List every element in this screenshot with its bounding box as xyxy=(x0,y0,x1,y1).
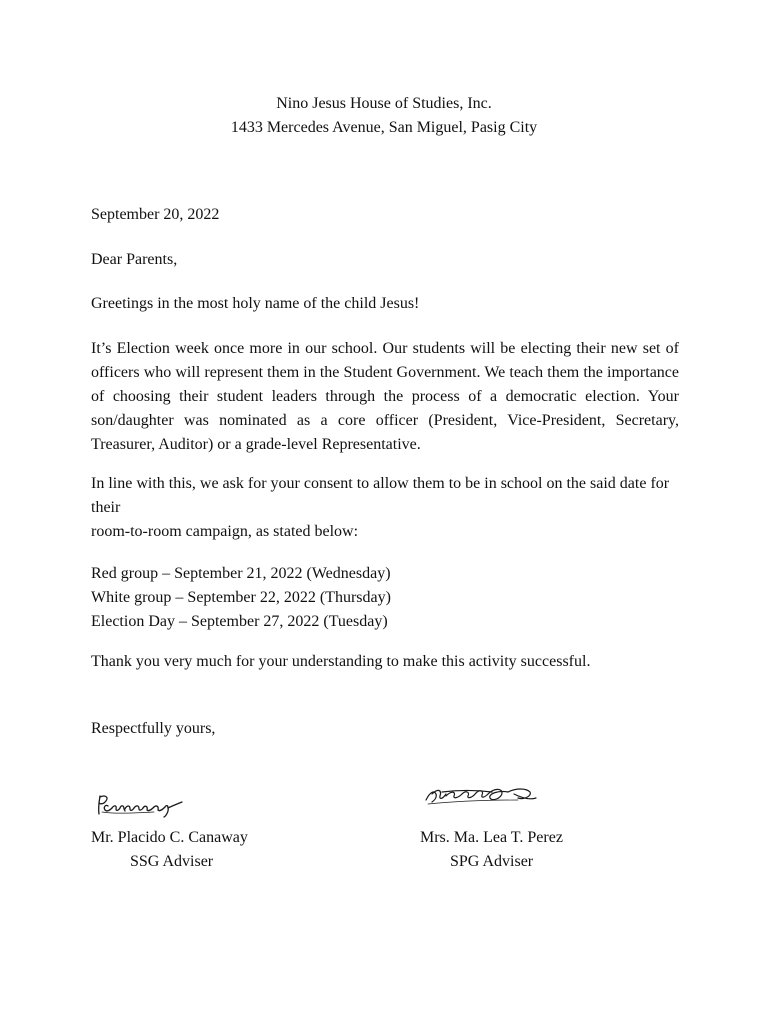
letter-date: September 20, 2022 xyxy=(91,206,220,223)
letterhead xyxy=(0,92,768,140)
body-paragraph-2 xyxy=(91,472,679,544)
signature-perez-drawing xyxy=(418,780,542,812)
paragraph-consent-line-1: In line with this, we ask for your consent to allow them to be in school on the said date for their xyxy=(91,475,670,516)
signature-canaway-drawing xyxy=(94,790,194,820)
greeting: Greetings in the most holy name of the child Jesus! xyxy=(91,295,420,312)
signatory-1-title: SSG Adviser xyxy=(130,853,214,870)
organization-address: 1433 Mercedes Avenue, San Miguel, Pasig City xyxy=(230,119,538,136)
thanks-line: Thank you very much for your understanding to make this activity successful. xyxy=(91,653,591,670)
greeting-block xyxy=(91,292,679,316)
signatory-2-name: Mrs. Ma. Lea T. Perez xyxy=(420,829,563,846)
salutation-block xyxy=(91,248,679,272)
salutation: Dear Parents, xyxy=(91,251,178,268)
schedule-item-election-day: Election Day – September 27, 2022 (Tuesday) xyxy=(91,613,388,630)
signature-perez xyxy=(418,780,542,812)
closing-line: Respectfully yours, xyxy=(91,720,216,737)
schedule-list xyxy=(91,562,679,634)
body-paragraph-1 xyxy=(91,337,679,457)
closing-block xyxy=(91,717,679,741)
signatory-1-name: Mr. Placido C. Canaway xyxy=(91,829,248,846)
paragraph-election-text: It’s Election week once more in our school. Our students will be electing their new set of officers who will represent them in the Student Government. We teach them the importance of choosing their student leaders through the process of a democratic election. Your son/daughter was nominated as a core officer (President, Vice-President, Secretary, Treasurer, Auditor) or a grade-level Representative. xyxy=(91,340,679,453)
thanks-block xyxy=(91,650,679,674)
signatory-2-title: SPG Adviser xyxy=(450,853,534,870)
letter-date-block xyxy=(91,203,679,227)
paragraph-consent-line-2: room-to-room campaign, as stated below: xyxy=(91,523,359,540)
signature-canaway xyxy=(94,790,194,820)
organization-name: Nino Jesus House of Studies, Inc. xyxy=(276,95,492,112)
schedule-item-white-group: White group – September 22, 2022 (Thursday) xyxy=(91,589,391,606)
schedule-item-red-group: Red group – September 21, 2022 (Wednesday) xyxy=(91,565,391,582)
